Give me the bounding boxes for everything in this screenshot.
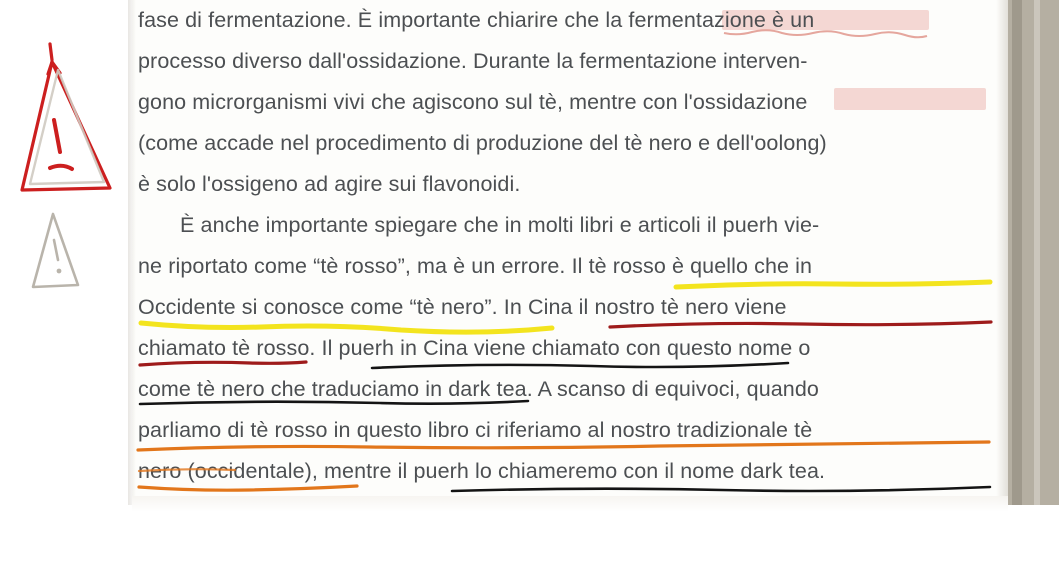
yellow-underline-line8 <box>676 282 990 287</box>
text-line: è solo l'ossigeno ad agire sui flavonoidi. <box>138 172 521 196</box>
text-line: nero (occidentale), mentre il puerh lo chiameremo con il nome dark tea. <box>138 459 826 483</box>
orange-underline-line13b <box>139 469 235 471</box>
text-line: come tè nero che traduciamo in dark tea. A scanso di equivoci, quando <box>138 377 819 401</box>
orange-underline-line12 <box>138 442 989 450</box>
text-line: parliamo di tè rosso in questo libro ci riferiamo al nostro tradizionale tè <box>138 418 813 442</box>
red-margin-triangle <box>22 44 110 190</box>
pink-squiggle-fermentazione <box>724 30 927 37</box>
text-line: gono microrganismi vivi che agiscono sul tè, mentre con l'ossidazione <box>138 90 808 114</box>
text-line: fase di fermentazione. È importante chiarire che la fermentazione è un <box>138 8 815 32</box>
black-underline-line13 <box>452 487 990 491</box>
black-underline-line10 <box>372 363 788 368</box>
text-line: chiamato tè rosso. Il puerh in Cina viene chiamato con questo nome o <box>138 336 811 360</box>
text-line: È anche importante spiegare che in molti libri e articoli il puerh vie- <box>180 213 820 237</box>
text-line: (come accade nel procedimento di produzione del tè nero e dell'oolong) <box>138 131 827 155</box>
orange-underline-line13a <box>139 486 357 490</box>
red-underline-line10 <box>140 362 306 365</box>
red-underline-line9 <box>610 322 991 327</box>
black-underline-line11 <box>140 401 528 404</box>
text-line: processo diverso dall'ossidazione. Durante la fermentazione interven- <box>138 49 808 73</box>
text-line: Occidente si conosce come “tè nero”. In Cina il nostro tè nero viene <box>138 295 787 319</box>
yellow-underline-line9 <box>141 323 552 332</box>
pencil-margin-triangle <box>33 214 78 287</box>
text-line: ne riportato come “tè rosso”, ma è un errore. Il tè rosso è quello che in <box>138 254 813 278</box>
